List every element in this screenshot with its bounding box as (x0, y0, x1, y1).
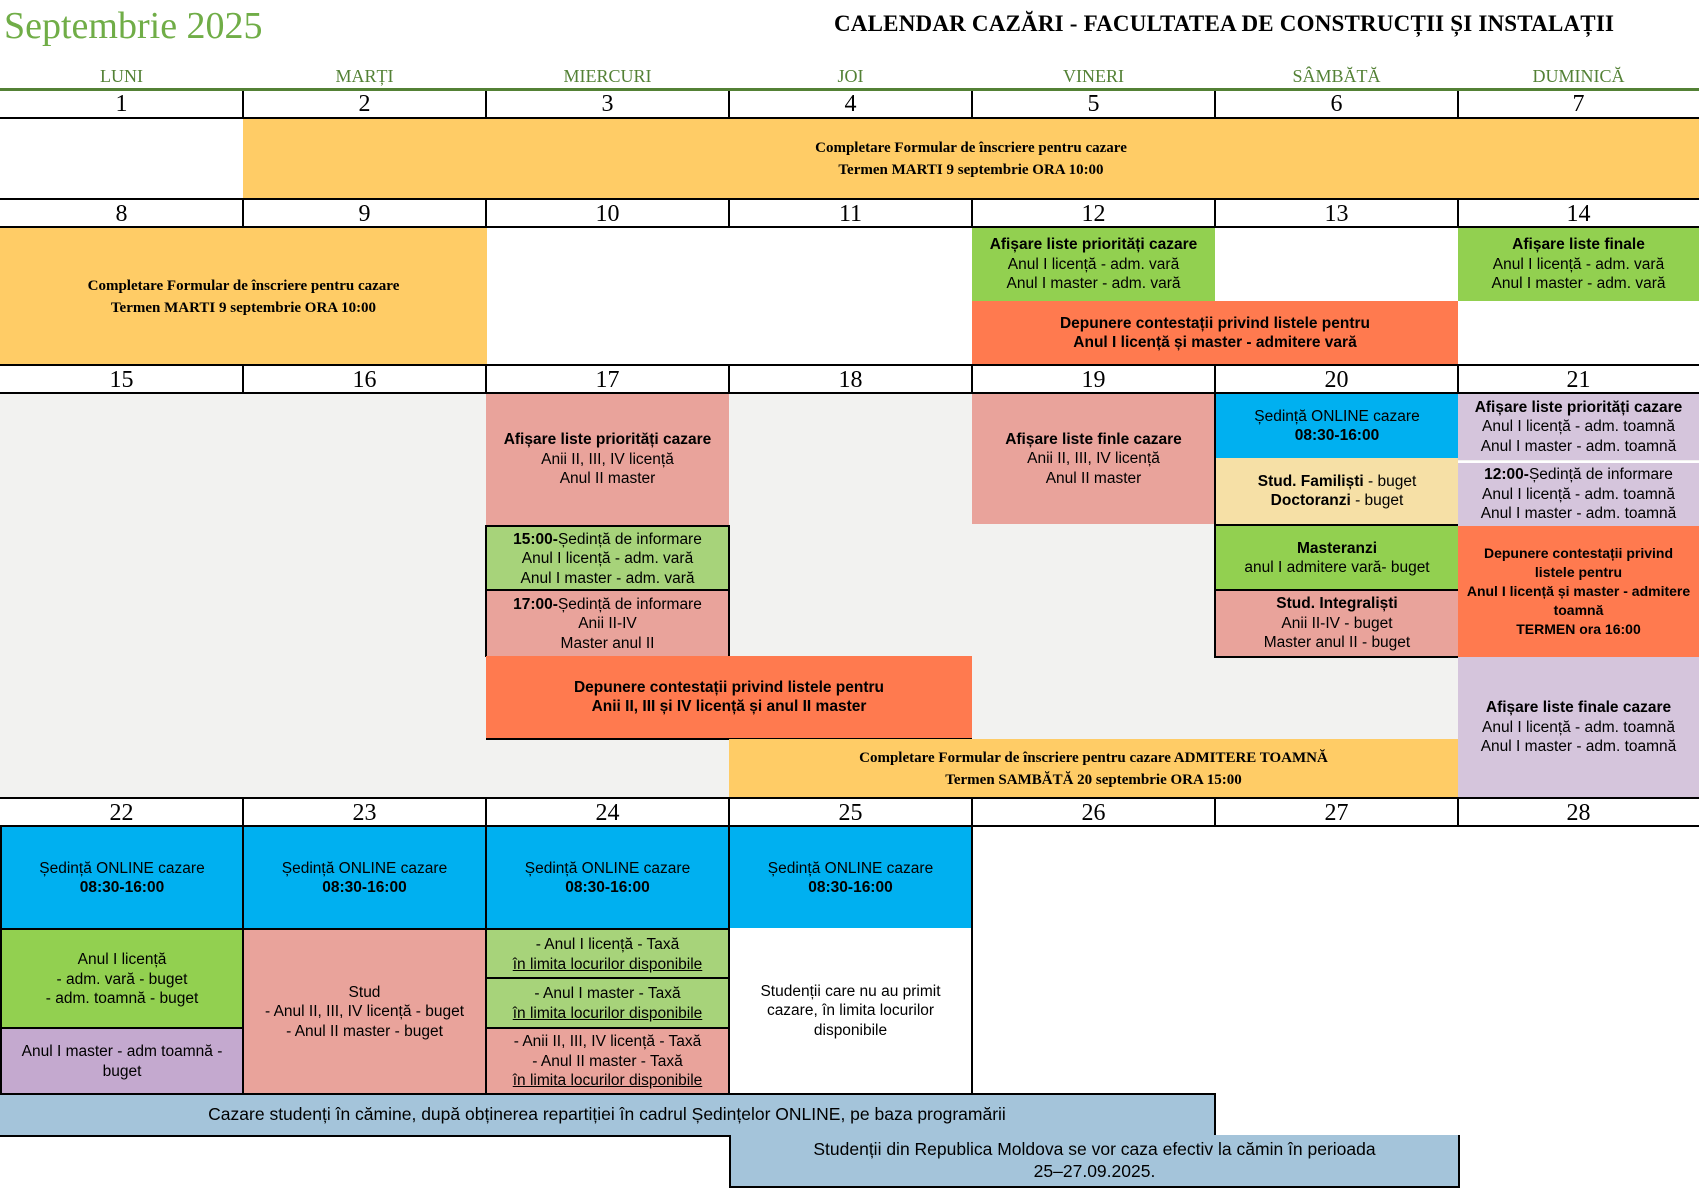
event-line: Anul I licență - adm. vară (1492, 255, 1665, 273)
event-time: 12:00- (1484, 466, 1529, 484)
event-line: disponibile (813, 1021, 888, 1039)
event-line: Afișare liste priorități cazare (1474, 398, 1683, 416)
event-depunere-contestatii (972, 301, 1458, 365)
day-number: 19 (1081, 367, 1106, 393)
event-time: 15:00- (513, 530, 558, 548)
event-sedinta-informare (1458, 461, 1699, 526)
day-number: 7 (1572, 91, 1585, 117)
event-line: în limita locurilor disponibile (512, 1072, 703, 1090)
event-formular-inscriere (0, 228, 487, 365)
event-line: - buget (1363, 472, 1417, 490)
event-line: Completare Formular de înscriere pentru cazare (815, 139, 1127, 156)
event-time: 17:00- (513, 595, 558, 613)
day-number: 17 (595, 367, 620, 393)
event-line: Anii II-IV - buget (1281, 614, 1393, 632)
event-stud-buget (244, 928, 487, 1094)
event-masteranzi (1214, 524, 1458, 590)
event-line: Stud. Familiști (1257, 472, 1364, 490)
event-licenta-taxa (487, 928, 730, 979)
day-number: 20 (1324, 367, 1349, 393)
weekday-label: MIERCURI (563, 66, 652, 86)
day-number: 12 (1081, 201, 1106, 227)
event-sedinta-informare (485, 589, 730, 657)
event-line: 08:30-16:00 (565, 879, 650, 896)
event-line: Anul II master (559, 470, 656, 488)
event-line: 08:30-16:00 (79, 879, 165, 896)
event-line: Anul I master - adm. toamnă (1480, 437, 1677, 455)
event-line: 08:30-16:00 (1294, 427, 1380, 444)
event-line: Completare Formular de înscriere pentru cazare ADMITERE TOAMNĂ (859, 749, 1328, 766)
day-number: 25 (838, 800, 863, 826)
event-sedinta-online (730, 827, 973, 929)
weekday-label: LUNI (100, 66, 143, 86)
event-line: Depunere contestații privind listele pentru (1059, 314, 1371, 332)
event-integralisti (1214, 589, 1458, 658)
event-line: în limita locurilor disponibile (512, 1004, 703, 1022)
day-number: 27 (1324, 800, 1349, 826)
event-formular-inscriere (243, 119, 1699, 198)
event-line: Studenții care nu au primit (760, 982, 941, 1000)
weekday-label: SÂMBĂTĂ (1292, 66, 1381, 86)
event-afisare-prioritati (486, 394, 729, 525)
page-title: CALENDAR CAZĂRI - FACULTATEA DE CONSTRUCȚII ȘI INSTALAȚII (834, 11, 1615, 36)
event-line: - Anul I licență - Taxă (535, 936, 680, 953)
day-number: 9 (358, 201, 371, 227)
event-line: Ședință de informare (1528, 466, 1673, 484)
day-number: 28 (1566, 800, 1591, 826)
day-number: 1 (115, 91, 128, 117)
event-studenti-fara-cazare (730, 928, 973, 1094)
weekday-label: DUMINICĂ (1532, 66, 1625, 86)
event-line: 25–27.09.2025. (1033, 1161, 1156, 1181)
event-line: Afișare liste priorități cazare (503, 431, 712, 449)
day-number: 21 (1566, 367, 1591, 393)
event-line: Afișare liste finale cazare (1485, 699, 1672, 717)
event-line: Ședință ONLINE cazare (39, 859, 205, 877)
event-line: Ședință de informare (557, 595, 702, 613)
event-line: - buget (1350, 492, 1404, 509)
event-line: Afișare liste finle cazare (1005, 430, 1182, 448)
event-line: - Anul I master - Taxă (534, 985, 681, 1002)
event-line: - Anul II master - buget (286, 1022, 443, 1040)
event-line: Anii II, III și IV licență și anul II master (591, 698, 867, 715)
day-number: 26 (1081, 800, 1106, 826)
event-afisare-finale (972, 394, 1215, 524)
event-line: Anul I master - adm. vară (520, 569, 695, 587)
event-sedinta-online (244, 827, 487, 929)
event-line: Anul I licență și master - admitere (1466, 583, 1691, 599)
event-line: Anii II, III, IV licență (541, 450, 674, 468)
day-number: 15 (109, 367, 134, 393)
event-line: Termen SAMBĂTĂ 20 septembrie ORA 15:00 (945, 771, 1242, 788)
day-number: 22 (109, 800, 134, 826)
event-anii-ii-iv-taxa (487, 1027, 730, 1094)
event-line: Anul I licență - adm. toamnă (1482, 418, 1675, 436)
event-cazare-camine (0, 1093, 1216, 1137)
event-familisti-doctoranzi (1214, 458, 1458, 524)
event-line: Anul I master - adm. toamnă (1480, 505, 1677, 523)
event-line: Anul I master - adm. vară (1491, 275, 1666, 293)
event-line: Ședință ONLINE cazare (1254, 407, 1420, 425)
event-line: Doctoranzi (1270, 492, 1351, 509)
event-line: TERMEN ora 16:00 (1516, 621, 1641, 637)
event-afisare-prioritati (972, 228, 1215, 301)
weekday-label: JOI (837, 66, 864, 86)
event-line: Anul II master (1045, 469, 1142, 487)
event-line: - Anul II master - Taxă (532, 1052, 683, 1070)
event-line: Anii II-IV (578, 615, 637, 633)
event-line: anul I admitere vară- buget (1244, 559, 1430, 576)
event-line: - Anii II, III, IV licență - Taxă (513, 1033, 702, 1051)
day-number: 5 (1087, 91, 1100, 117)
event-sedinta-online (1214, 394, 1458, 458)
weekday-label: VINERI (1063, 66, 1124, 86)
day-number: 2 (358, 91, 371, 117)
event-line: - Anul II, III, IV licență - buget (264, 1003, 465, 1021)
event-line: Anul I master - adm. toamnă (1480, 738, 1677, 756)
event-line: Anul I master - adm toamnă - (21, 1043, 223, 1060)
event-line: - adm. toamnă - buget (45, 990, 199, 1008)
day-number: 8 (115, 201, 128, 227)
event-line: Anul I licență - adm. toamnă (1482, 485, 1675, 503)
event-line: Anul I licență - adm. toamnă (1482, 718, 1675, 736)
event-line: Master anul II (560, 634, 655, 652)
event-line: toamnă (1553, 602, 1604, 618)
event-line: Depunere contestații privind (1483, 545, 1674, 561)
day-number: 3 (601, 91, 614, 117)
event-sedinta-informare (485, 525, 730, 591)
event-line: Anii II, III, IV licență (1027, 450, 1160, 468)
event-line: Ședință ONLINE cazare (281, 859, 448, 877)
day-number: 10 (595, 201, 620, 227)
event-line: Stud (348, 983, 381, 1001)
event-afisare-prioritati (1458, 394, 1699, 460)
event-moldova-note (729, 1135, 1460, 1188)
event-afisare-finale (1458, 228, 1699, 301)
event-line: cazare, în limita locurilor (766, 1002, 935, 1020)
day-number: 11 (838, 201, 863, 227)
event-line: Afișare liste priorități cazare (989, 236, 1198, 254)
event-master-taxa (487, 977, 730, 1028)
day-number: 6 (1330, 91, 1343, 117)
event-line: Anul I licență - adm. vară (1007, 255, 1180, 273)
event-line: Stud. Integraliști (1276, 595, 1398, 613)
weekday-label: MARȚI (335, 66, 394, 86)
day-number: 4 (844, 91, 857, 117)
event-line: Cazare studenți în cămine, după obținerea repartiției în cadrul Ședințelor ONLINE, pe baza programării (208, 1104, 1006, 1125)
event-line: Depunere contestații privind listele pentru (573, 678, 885, 696)
event-line: Studenții din Republica Moldova se vor caza efectiv la cămin în perioada (813, 1139, 1376, 1159)
day-number: 13 (1324, 201, 1349, 227)
event-line: - adm. vară - buget (56, 970, 188, 988)
event-line: Anul I licență (77, 951, 167, 969)
event-line: Ședință de informare (557, 530, 702, 548)
day-number: 18 (838, 367, 863, 393)
day-number: 14 (1566, 201, 1591, 227)
event-line: Anul I master - adm. vară (1006, 275, 1181, 293)
event-line: Ședință ONLINE cazare (524, 859, 691, 877)
event-anul-i-licenta (0, 928, 244, 1029)
event-line: Completare Formular de înscriere pentru cazare (87, 277, 400, 294)
event-formular-toamna (729, 739, 1458, 798)
day-number: 16 (352, 367, 377, 393)
event-line: 08:30-16:00 (808, 879, 893, 896)
event-line: Masteranzi (1296, 539, 1378, 557)
event-depunere-contestatii (486, 656, 972, 740)
event-anul-i-master (0, 1027, 244, 1094)
day-number: 23 (352, 800, 377, 826)
event-line: buget (102, 1062, 142, 1080)
event-line: Afișare liste finale (1512, 236, 1645, 254)
event-depunere-contestatii (1458, 526, 1699, 657)
event-line: 08:30-16:00 (322, 879, 407, 896)
month-title: Septembrie 2025 (4, 5, 263, 47)
event-line: Termen MARTI 9 septembrie ORA 10:00 (110, 299, 377, 316)
event-line: Ședință ONLINE cazare (767, 859, 934, 877)
event-line: Termen MARTI 9 septembrie ORA 10:00 (838, 161, 1104, 178)
event-line: listele pentru (1534, 564, 1623, 580)
event-line: Anul I licență - adm. vară (521, 550, 694, 568)
event-sedinta-online (487, 827, 730, 929)
event-line: Master anul II - buget (1263, 634, 1411, 652)
day-number: 24 (595, 800, 620, 826)
event-sedinta-online (0, 827, 244, 929)
event-line: în limita locurilor disponibile (512, 955, 703, 973)
event-line: Anul I licență și master - admitere vară (1073, 334, 1357, 351)
event-afisare-finale (1458, 657, 1699, 798)
